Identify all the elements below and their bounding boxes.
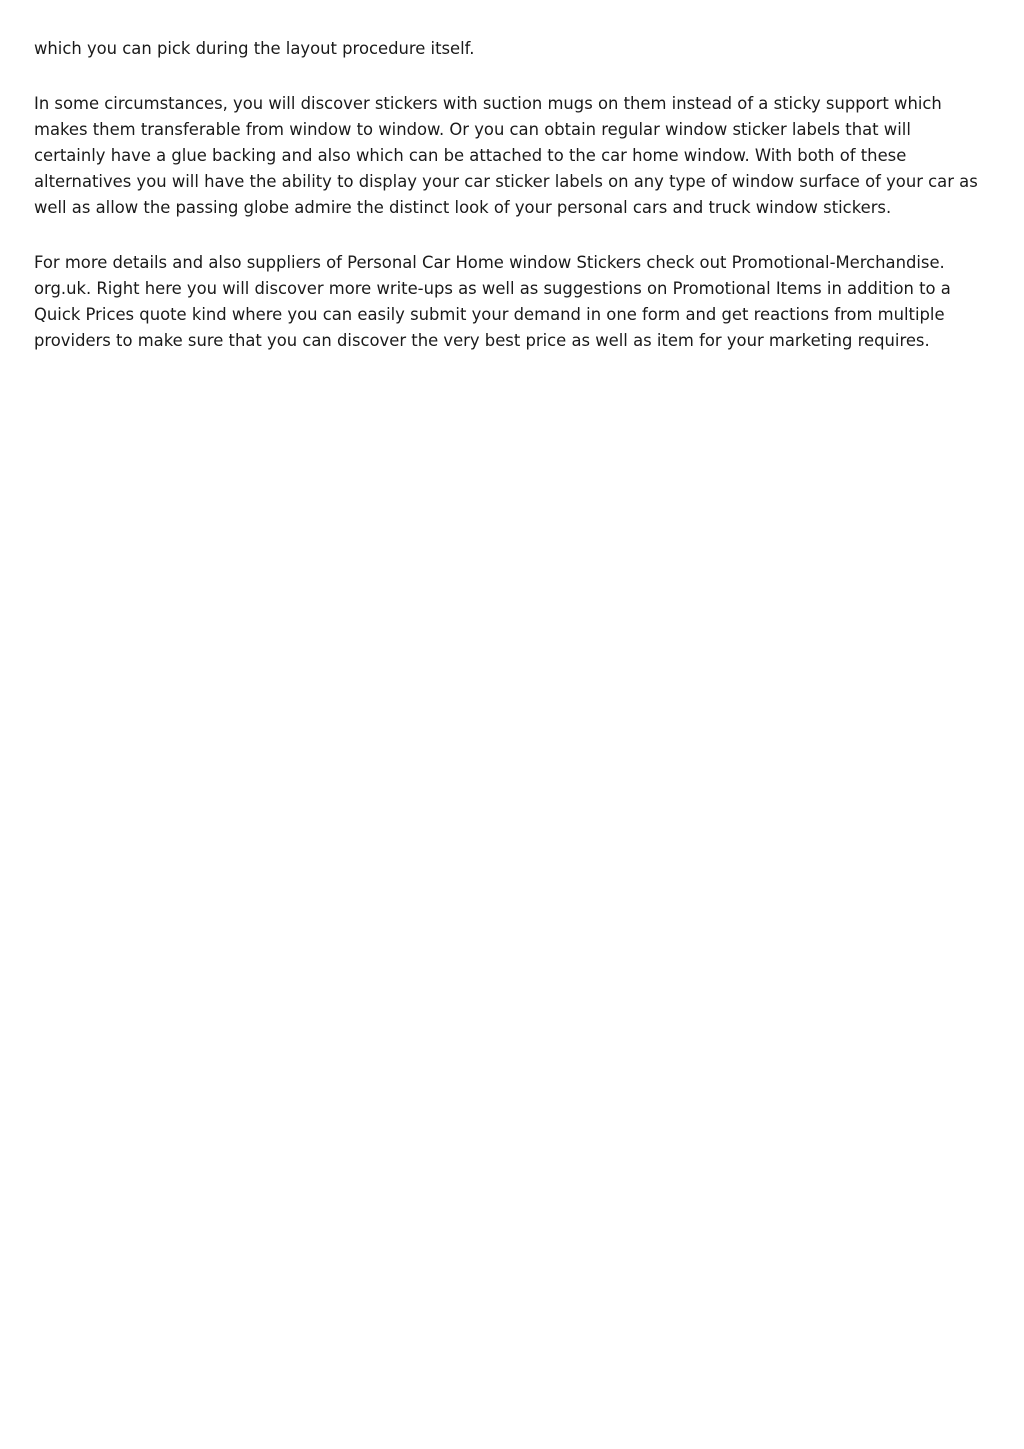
paragraph-intro-tail	[34, 36, 990, 62]
text-line: which you can pick during the layout procedure itself.	[34, 39, 475, 58]
text-line: providers to make sure that you can discover the very best price as well as item for your marketing requires.	[34, 331, 930, 350]
document-body	[34, 36, 990, 383]
text-line: alternatives you will have the ability to display your car sticker labels on any type of window surface of your car as	[34, 172, 978, 191]
paragraph-more-details	[34, 250, 990, 354]
text-line: Quick Prices quote kind where you can easily submit your demand in one form and get reactions from multiple	[34, 305, 945, 324]
text-line: org.uk. Right here you will discover more write-ups as well as suggestions on Promotional Items in addition to a	[34, 279, 951, 298]
text-line: well as allow the passing globe admire the distinct look of your personal cars and truck window stickers.	[34, 198, 892, 217]
text-line: makes them transferable from window to window. Or you can obtain regular window sticker labels that will	[34, 120, 911, 139]
text-line: For more details and also suppliers of Personal Car Home window Stickers check out Promotional-Merchandise.	[34, 253, 945, 272]
text-line: In some circumstances, you will discover stickers with suction mugs on them instead of a sticky support which	[34, 94, 942, 113]
text-line: certainly have a glue backing and also which can be attached to the car home window. With both of these	[34, 146, 907, 165]
paragraph-suction-stickers	[34, 91, 990, 221]
